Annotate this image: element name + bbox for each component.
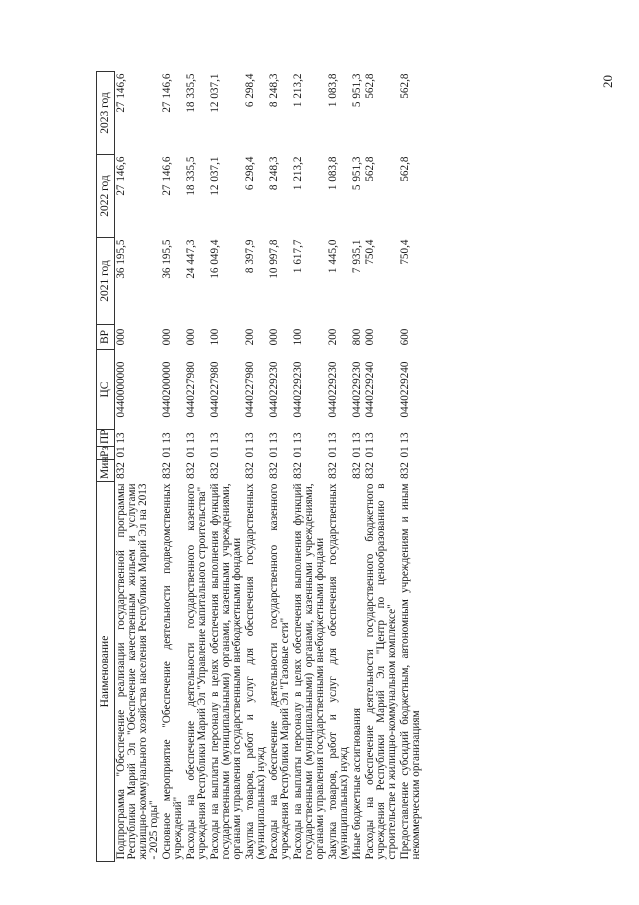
table-row bbox=[209, 72, 244, 862]
row-min: 832 bbox=[185, 462, 197, 479]
row-min: 832 bbox=[364, 462, 376, 479]
table-row bbox=[351, 72, 364, 862]
row-2021: 1 617,7 bbox=[292, 239, 304, 274]
row-name: Расходы на обеспечение деятельности государственного бюджетного учреждения Республики Марий Эл "Центр по ценообразованию в строительстве и жилищно-коммунальном комплексе" bbox=[364, 483, 398, 860]
row-2021: 36 195,5 bbox=[115, 239, 127, 279]
row-2023: 8 248,3 bbox=[268, 73, 280, 108]
row-rz: 01 bbox=[327, 446, 339, 458]
row-2022: 562,8 bbox=[364, 156, 376, 182]
row-pr: 13 bbox=[209, 432, 221, 444]
header-2023: 2023 год bbox=[97, 72, 115, 155]
row-2022: 8 248,3 bbox=[268, 156, 280, 191]
row-name: Закупка товаров, работ и услуг для обеспечения государственных (муниципальных) нужд bbox=[327, 483, 350, 860]
row-2023: 6 298,4 bbox=[244, 73, 256, 108]
row-2023: 1 213,2 bbox=[292, 73, 304, 108]
row-2023: 1 083,8 bbox=[327, 73, 339, 108]
row-name: Расходы на выплаты персоналу в целях обеспечения выполнения функций государственными (муниципальными) органами, казенными учреждениями, органами управления государственными внебюджетными фондами bbox=[209, 483, 243, 860]
row-cs: 0440229230 bbox=[268, 361, 280, 418]
row-min: 832 bbox=[115, 462, 127, 479]
row-min: 832 bbox=[161, 462, 173, 479]
row-name: Подпрограмма "Обеспечение реализации государственной программы Республики Марий Эл "Обеспечение качественным жильем и услугами жилищно-коммунального хозяйства населения Республики Марий Эл на 2013 - 2025 годы" bbox=[115, 483, 160, 860]
row-2023: 5 951,3 bbox=[351, 73, 363, 108]
row-2022: 1 213,2 bbox=[292, 156, 304, 191]
row-2023: 562,8 bbox=[364, 73, 376, 99]
row-vr: 200 bbox=[327, 328, 339, 346]
row-rz: 01 bbox=[292, 446, 304, 458]
row-2023: 562,8 bbox=[399, 73, 411, 99]
row-2021: 24 447,3 bbox=[185, 239, 197, 279]
row-2022: 562,8 bbox=[399, 156, 411, 182]
table-header-row bbox=[97, 72, 115, 862]
row-2023: 18 335,5 bbox=[185, 73, 197, 113]
row-name: Иные бюджетные ассигнования bbox=[351, 708, 363, 860]
row-cs: 0440000000 bbox=[115, 361, 127, 418]
rotated-table-container bbox=[96, 72, 566, 862]
table-row bbox=[364, 72, 399, 862]
row-cs: 0440229230 bbox=[351, 361, 363, 418]
row-2021: 750,4 bbox=[364, 239, 376, 265]
row-vr: 000 bbox=[364, 328, 376, 346]
row-name: Закупка товаров, работ и услуг для обеспечения государственных (муниципальных) нужд bbox=[244, 483, 267, 860]
row-cs: 0440229240 bbox=[364, 361, 376, 418]
row-vr: 800 bbox=[351, 328, 363, 346]
row-2021: 7 935,1 bbox=[351, 239, 363, 274]
row-pr: 13 bbox=[268, 432, 280, 444]
row-2022: 6 298,4 bbox=[244, 156, 256, 191]
row-rz: 01 bbox=[185, 446, 197, 458]
row-pr: 13 bbox=[399, 432, 411, 444]
row-pr: 13 bbox=[351, 432, 363, 444]
header-2022: 2022 год bbox=[97, 155, 115, 238]
row-pr: 13 bbox=[161, 432, 173, 444]
row-2021: 1 445,0 bbox=[327, 239, 339, 274]
row-min: 832 bbox=[209, 462, 221, 479]
row-rz: 01 bbox=[364, 446, 376, 458]
row-cs: 0440200000 bbox=[161, 361, 173, 418]
table-row bbox=[292, 72, 327, 862]
row-vr: 600 bbox=[399, 328, 411, 346]
header-rz: Рз bbox=[97, 447, 115, 460]
row-vr: 000 bbox=[185, 328, 197, 346]
table-row bbox=[161, 72, 185, 862]
row-min: 832 bbox=[268, 462, 280, 479]
header-min: Мин bbox=[97, 460, 115, 482]
row-2023: 27 146,6 bbox=[161, 73, 173, 113]
row-cs: 0440227980 bbox=[244, 361, 256, 418]
row-2022: 1 083,8 bbox=[327, 156, 339, 191]
row-cs: 0440229230 bbox=[327, 361, 339, 418]
row-2022: 27 146,6 bbox=[115, 156, 127, 196]
header-name: Наименование bbox=[97, 482, 115, 862]
row-vr: 100 bbox=[209, 328, 221, 346]
row-2023: 12 037,1 bbox=[209, 73, 221, 113]
header-cs: ЦС bbox=[97, 350, 115, 430]
row-cs: 0440227980 bbox=[209, 361, 221, 418]
header-2021: 2021 год bbox=[97, 238, 115, 325]
row-rz: 01 bbox=[268, 446, 280, 458]
row-rz: 01 bbox=[399, 446, 411, 458]
table-row bbox=[268, 72, 292, 862]
row-2022: 5 951,3 bbox=[351, 156, 363, 191]
table-row bbox=[115, 72, 162, 862]
header-vr: ВР bbox=[97, 325, 115, 350]
row-pr: 13 bbox=[185, 432, 197, 444]
row-pr: 13 bbox=[327, 432, 339, 444]
table-row bbox=[399, 72, 423, 862]
row-2021: 750,4 bbox=[399, 239, 411, 265]
row-2021: 36 195,5 bbox=[161, 239, 173, 279]
row-cs: 0440229230 bbox=[292, 361, 304, 418]
row-name: Расходы на выплаты персоналу в целях обеспечения выполнения функций государственными (муниципальными) органами, казенными учреждениями, органами управления государственными внебюджетными фондами bbox=[292, 483, 326, 860]
row-2023: 27 146,6 bbox=[115, 73, 127, 113]
row-name: Основное мероприятие "Обеспечение деятельности подведомственных учреждений" bbox=[161, 483, 184, 860]
page-number: 20 bbox=[600, 75, 615, 88]
row-vr: 200 bbox=[244, 328, 256, 346]
table-row bbox=[185, 72, 209, 862]
table-row bbox=[327, 72, 351, 862]
row-2022: 18 335,5 bbox=[185, 156, 197, 196]
row-2021: 10 997,8 bbox=[268, 239, 280, 279]
row-pr: 13 bbox=[292, 432, 304, 444]
row-cs: 0440229240 bbox=[399, 361, 411, 418]
row-min: 832 bbox=[399, 462, 411, 479]
row-min: 832 bbox=[327, 462, 339, 479]
row-rz: 01 bbox=[161, 446, 173, 458]
row-rz: 01 bbox=[351, 446, 363, 458]
row-2021: 8 397,9 bbox=[244, 239, 256, 274]
row-vr: 000 bbox=[268, 328, 280, 346]
row-min: 832 bbox=[244, 462, 256, 479]
row-pr: 13 bbox=[364, 432, 376, 444]
row-name: Предоставление субсидий бюджетным, автономным учреждениям и иным некоммерческим организациям bbox=[399, 483, 422, 860]
row-rz: 01 bbox=[115, 446, 127, 458]
row-2022: 27 146,6 bbox=[161, 156, 173, 196]
budget-table bbox=[96, 71, 423, 862]
row-name: Расходы на обеспечение деятельности государственного казенного учреждения Республики Марий Эл "Газовые сети" bbox=[268, 483, 291, 860]
row-cs: 0440227980 bbox=[185, 361, 197, 418]
row-pr: 13 bbox=[244, 432, 256, 444]
row-rz: 01 bbox=[244, 446, 256, 458]
row-pr: 13 bbox=[115, 432, 127, 444]
row-name: Расходы на обеспечение деятельности государственного казенного учреждения Республики Марий Эл "Управление капитального строительства" bbox=[185, 483, 208, 860]
row-vr: 100 bbox=[292, 328, 304, 346]
row-min: 832 bbox=[351, 462, 363, 479]
table-row bbox=[244, 72, 268, 862]
row-min: 832 bbox=[292, 462, 304, 479]
row-2022: 12 037,1 bbox=[209, 156, 221, 196]
row-vr: 000 bbox=[115, 328, 127, 346]
header-pr: ПР bbox=[97, 430, 115, 447]
row-2021: 16 049,4 bbox=[209, 239, 221, 279]
row-rz: 01 bbox=[209, 446, 221, 458]
row-vr: 000 bbox=[161, 328, 173, 346]
